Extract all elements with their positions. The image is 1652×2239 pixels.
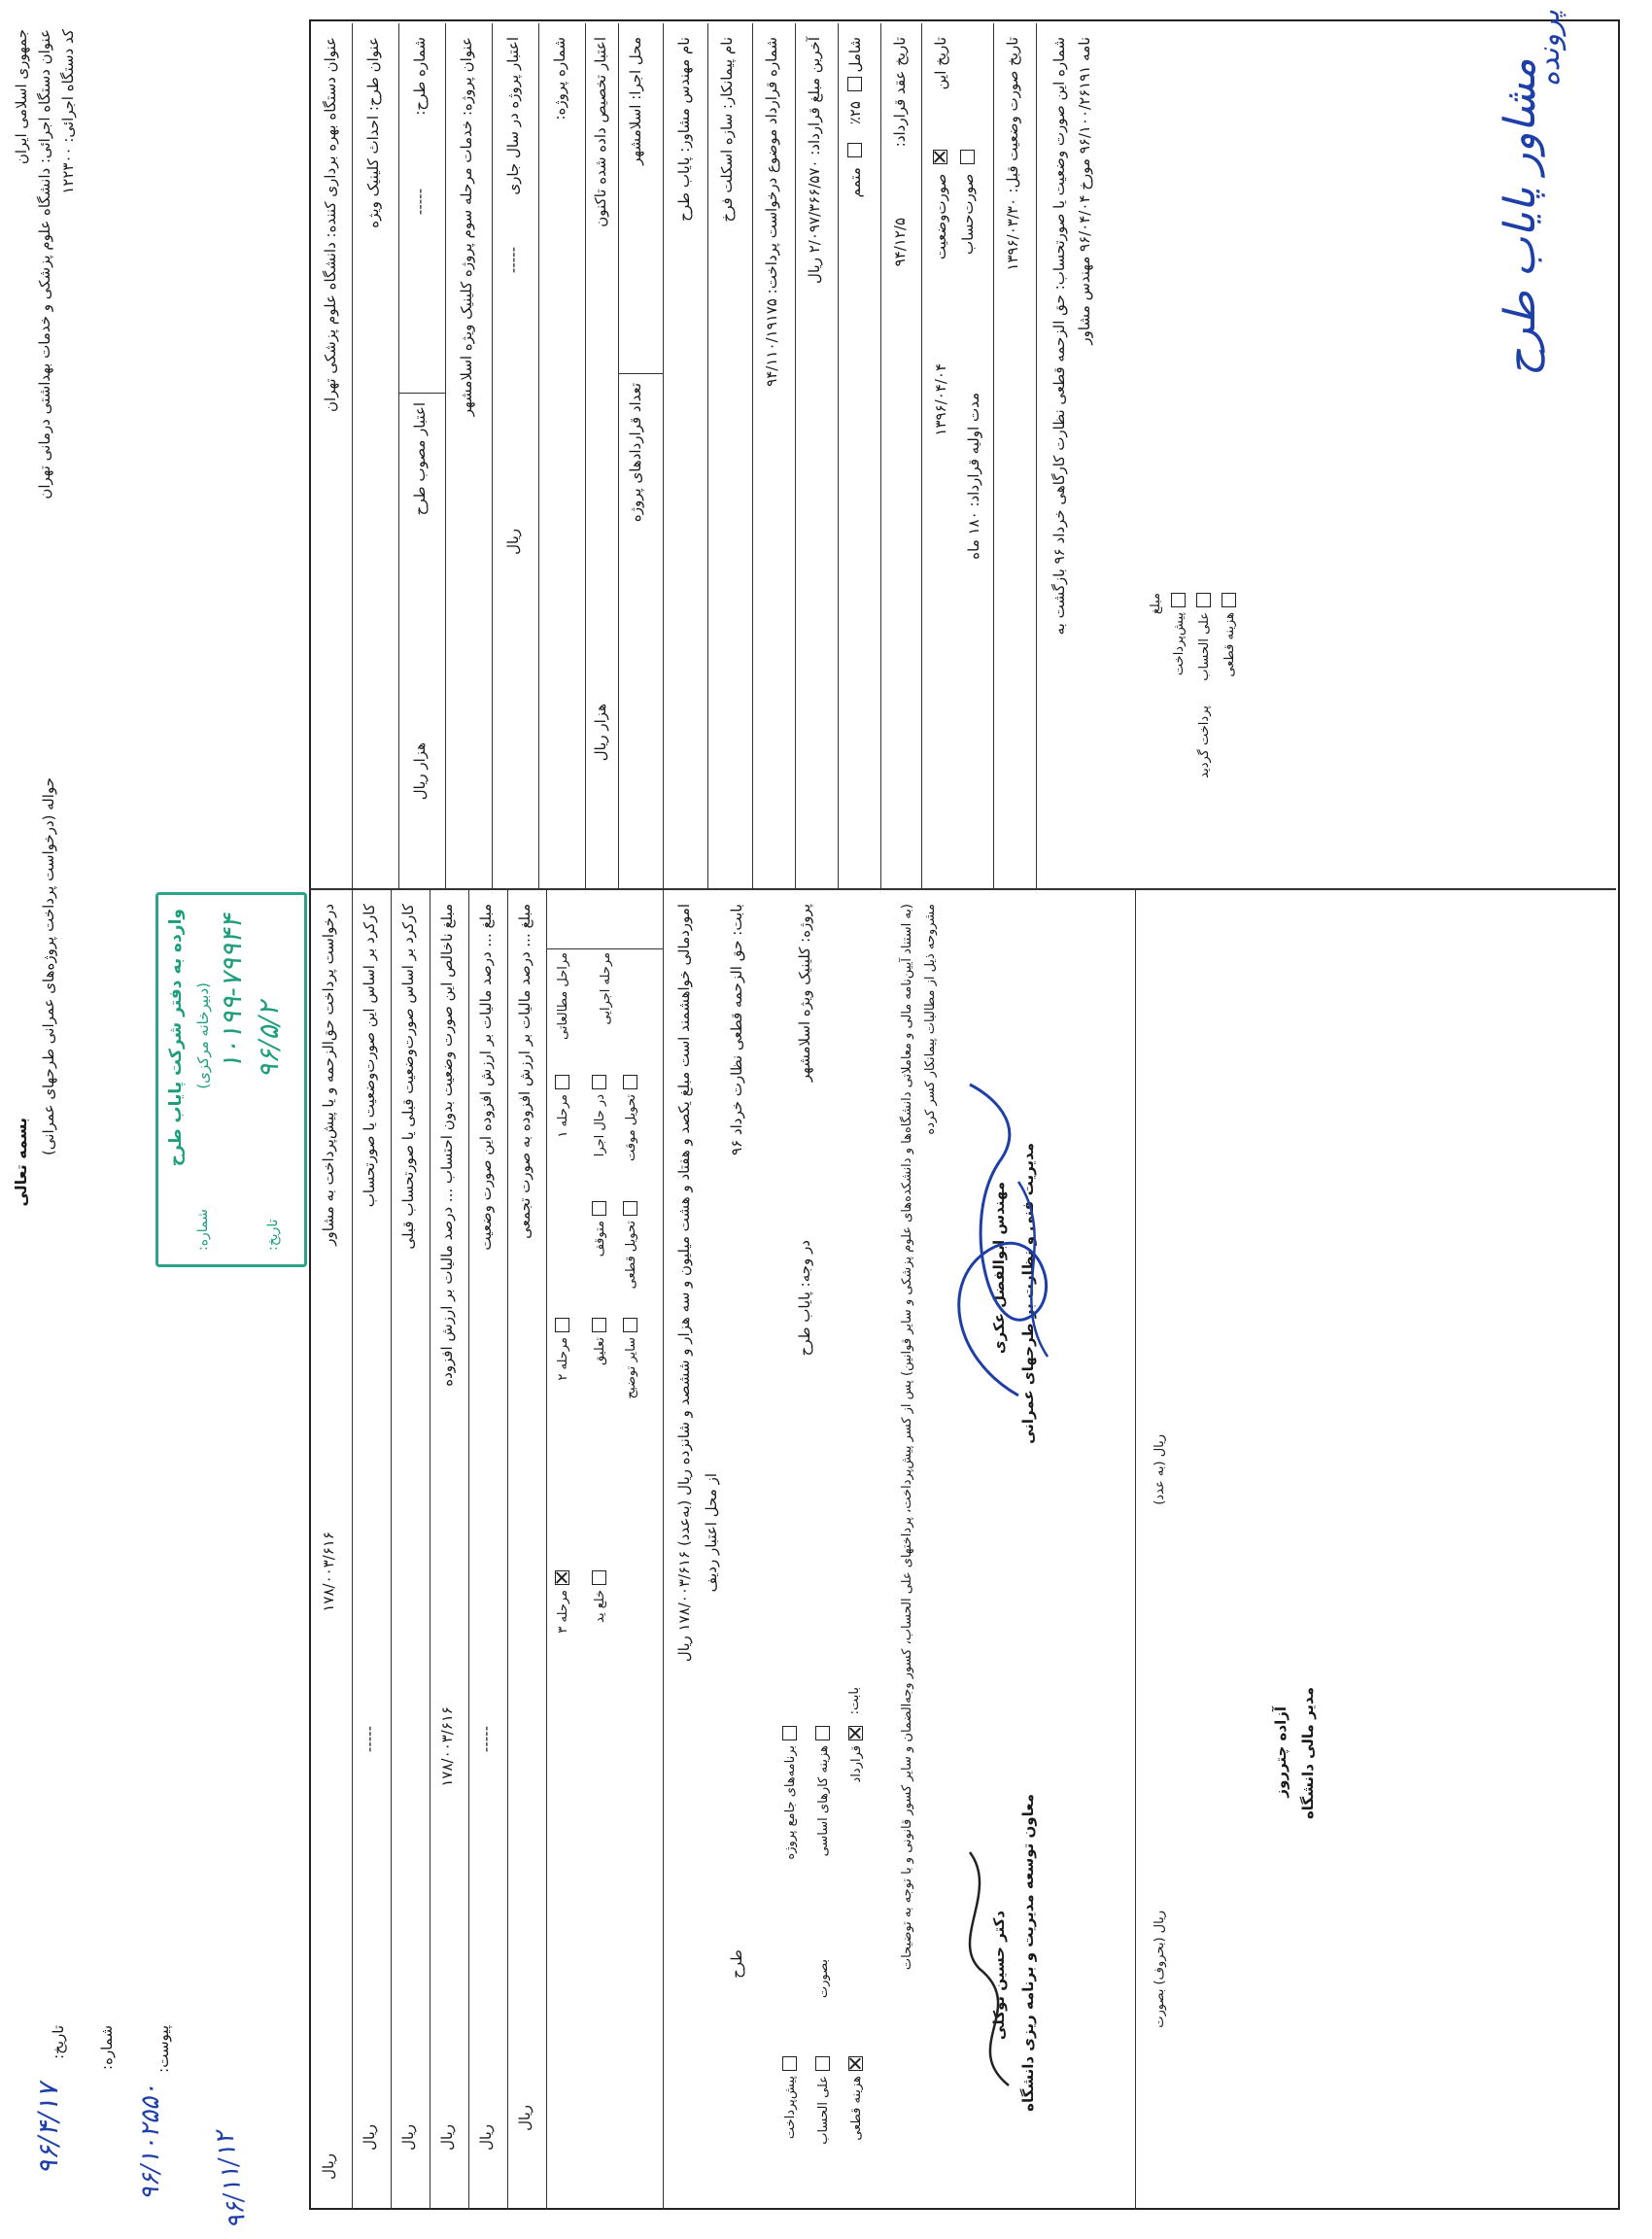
header-meta	[32, 2025, 214, 2220]
rp-includes: شامل	[846, 37, 864, 73]
lp-final-delivery: تحویل قطعی	[624, 1221, 638, 1290]
attachment-label: پیوست:	[155, 2025, 172, 2073]
rp-note-line2: نامه ۹۶/۱۰۰/۲۶۱۹۱ مورخ ۹۶/۰۴/۰۴ مهندس مشاور	[1076, 37, 1093, 345]
header-subtitle: حواله (درخواست پرداخت پروژه‌های عمرانی طرحهای عمرانی)	[40, 777, 57, 1156]
checkbox-final-cost[interactable]	[848, 2056, 863, 2071]
lp-rial-2: ریال	[361, 2124, 378, 2151]
deputy-signature	[931, 1843, 1048, 2095]
lp-manager-title: مدیریت فنی و نظارت بر طرحهای عمرانی	[1019, 1143, 1037, 1444]
header-device-code: کد دستگاه اجرائی: ۱۲۲۳۰۰	[59, 29, 77, 194]
checkbox-bp-on-account[interactable]	[1196, 593, 1211, 607]
stamp-date-value: ۹۶/۵/۲	[253, 1002, 285, 1080]
lp-phase-label: مراحل مطالعاتی	[556, 952, 570, 1040]
payment-box	[1147, 579, 1341, 890]
bp-amount: مبلغ	[1149, 593, 1163, 615]
lp-for-item-2: هزینه کارهای اساسی	[816, 1745, 831, 1857]
checkbox-in-progress[interactable]	[592, 1075, 606, 1089]
checkbox-terminated[interactable]	[592, 1570, 606, 1585]
checkbox-bp-final[interactable]	[1222, 593, 1236, 607]
checkbox-comprehensive[interactable]	[782, 1726, 797, 1740]
rp-project-title: عنوان پروژه: خدمات مرحله سوم پروژه کلینیک ویژه اسلامشهر	[458, 37, 475, 417]
rp-account-label: صورت‌حساب	[959, 173, 977, 255]
stamp-number-label: شماره:	[195, 1209, 211, 1251]
lp-work-by-statement: کارکرد بر اساس این صورت‌وضعیت یا صورتحساب	[361, 904, 378, 1208]
lp-rial-6: ریال	[516, 2105, 533, 2131]
rp-contracts-count: تعداد قراردادهای پروژه	[627, 383, 644, 523]
rp-sign-date-value: ۹۴/۱۲/۵	[891, 218, 909, 267]
lp-deputy-name: دکتر حسین توکلی	[990, 1911, 1008, 2041]
margin-handwriting-word: پرونده	[1532, 10, 1566, 87]
stamp-date-label: تاریخ:	[265, 1219, 281, 1251]
bp-item-2: علی الحساب	[1197, 612, 1212, 681]
rp-date-this: تاریخ این	[932, 37, 949, 90]
checkbox-final-delivery[interactable]	[623, 1201, 637, 1216]
lp-amount-words-label: ریال (به عدد)	[1153, 1434, 1167, 1505]
lp-dashes-1: -----	[361, 1726, 378, 1753]
checkbox-25pct[interactable]	[847, 77, 862, 91]
lp-deputy-title: معاون توسعه مدیریت و برنامه ریزی دانشگاه	[1019, 1794, 1037, 2112]
number-label: شماره:	[98, 2025, 116, 2070]
lp-phase3: مرحله ۳	[556, 1590, 570, 1634]
lp-as-item-2: علی الحساب	[816, 2076, 831, 2145]
rp-statement-date: ۱۳۹۶/۰۴/۰۴	[932, 363, 949, 436]
rp-plan-number-label: شماره طرح:	[411, 37, 429, 116]
handwritten-date: ۹۶/۱۱/۱۲	[210, 2129, 253, 2231]
bp-item-3: هزینه قطعی	[1222, 612, 1237, 677]
rp-rial: ریال	[504, 529, 522, 555]
lp-work-by-prev: کارکرد بر اساس صورت‌وضعیت قبلی یا صورتحساب قبلی	[399, 904, 417, 1250]
lp-to-label: در وجه: پایاب طرح	[796, 1240, 813, 1357]
rp-project-credit-value: -----	[504, 247, 522, 274]
lp-credit-row: از محل اعتبار ردیف	[703, 1473, 720, 1593]
checkbox-supplement[interactable]	[847, 143, 862, 157]
rp-location: محل اجرا: اسلامشهر	[627, 37, 644, 165]
stamp-line1: وارده به دفتر شرکت پایاب طرح	[166, 909, 186, 1167]
rp-consultant: نام مهندس مشاور: پایاب طرح	[675, 37, 693, 222]
right-panel	[309, 23, 1616, 890]
checkbox-temp-delivery[interactable]	[623, 1075, 637, 1089]
checkbox-phase1[interactable]	[555, 1075, 569, 1089]
lp-suspended: تعلیق	[593, 1337, 607, 1365]
rp-thousand-rial2: هزار ریال	[592, 704, 609, 762]
lp-form-label: بصورت	[816, 1959, 831, 1999]
rp-top-org: عنوان دستگاه بهره برداری کننده: دانشگاه علوم پزشکی تهران	[322, 37, 339, 412]
lp-rial-3: ریال	[399, 2124, 417, 2151]
rp-initial-duration: مدت اولیه قرارداد: ۱۸۰ ماه	[965, 393, 982, 560]
lp-dashes-2: -----	[477, 1726, 495, 1753]
bp-item-1: پیش‌پرداخت	[1172, 612, 1187, 676]
checkbox-bp-prepay[interactable]	[1171, 593, 1186, 607]
number-value: ۹۶/۱۰۲۵۵۰	[136, 2084, 165, 2201]
header-bismillah: بسمه تعالی	[12, 1118, 30, 1207]
rp-submit-date-label: تاریخ صورت وضعیت قبل:	[1004, 37, 1021, 193]
lp-for-item-1: قرارداد	[849, 1745, 864, 1783]
date-value: ۹۶/۴/۱۷	[32, 2084, 64, 2176]
lp-amount-letters: ریال (بحروف) بصورت	[1153, 1911, 1167, 2028]
lp-legal-note: (به استناد آیین‌نامه مالی و معاملاتی دانشگاه‌ها و دانشکده‌های علوم پزشکی و سایر قوانین) پس از کسر پیش‌پرداخت، پرداختهای علی الحساب، کسور وجه‌الضمان و سایر کسور قانونی و با توجه به توضیحات	[900, 904, 914, 1971]
lp-rial-1: ریال	[320, 2153, 337, 2180]
left-panel	[309, 890, 1616, 2210]
lp-temp-delivery: تحویل موقت	[624, 1094, 638, 1161]
lp-vat-total: مبلغ ... درصد مالیات بر ارزش افزوده به صورت تجمعی	[516, 904, 533, 1239]
checkbox-phase3[interactable]	[555, 1570, 569, 1585]
checkbox-on-account[interactable]	[815, 2056, 830, 2071]
checkbox-stopped[interactable]	[592, 1201, 606, 1216]
rp-plan-number-value: -----	[411, 189, 429, 216]
rp-final-amount: آخرین مبلغ قرارداد: ۲/۰۹۷/۳۶۶/۵۷۰ ریال	[806, 37, 823, 284]
checkbox-statement[interactable]	[933, 150, 947, 164]
lp-legal-note2: مشروحه ذیل از مطالبات پیمانکار کسر کرده	[923, 904, 938, 1135]
lp-exec-label: مرحله اجرایی	[599, 952, 613, 1025]
rp-contractor: نام پیمانکار: سازه اسکلت فرخ	[718, 37, 736, 223]
rp-allocated-credit: اعتبار تخصیص داده شده تاکنون	[592, 37, 609, 227]
lp-plan-word: طرح	[728, 1949, 745, 1979]
lp-finance-title: مدیر مالی دانشگاه	[1299, 1687, 1317, 1820]
rp-thousand-rial: هزار ریال	[411, 742, 429, 801]
lp-net-amount: مبلغ ناخالص این صورت وضعیت بدون احتساب ... درصد مالیات بر ارزش افزوده	[438, 904, 456, 1387]
manager-signature	[931, 1065, 1086, 1415]
lp-phase2: مرحله ۲	[556, 1337, 570, 1381]
rp-account-row	[958, 150, 978, 255]
header-device-line: عنوان دستگاه اجرائی: دانشگاه علوم پزشکی و خدمات بهداشتی درمانی تهران	[36, 29, 53, 499]
margin-handwriting: مشاور پایاب طرح	[1496, 58, 1545, 377]
lp-in-progress: در حال اجرا	[593, 1094, 607, 1157]
rp-contract-number: شماره قرارداد موضوع درخواست پرداخت: ۹۴/۱۱۰/۱۹۱۷۵	[763, 37, 780, 387]
rp-includes-row	[845, 37, 865, 197]
rp-approved-credit: اعتبار مصوب طرح	[411, 402, 429, 516]
date-label: تاریخ:	[50, 2025, 67, 2059]
checkbox-phase2[interactable]	[555, 1318, 569, 1332]
checkbox-other[interactable]	[623, 1318, 637, 1332]
lp-finance-name: آزاده چترروز	[1272, 1706, 1290, 1798]
lp-request-line: درخواست پرداخت حق‌الزحمه و یا پیش‌پرداخت به مشاور	[320, 904, 337, 1246]
lp-stopped: متوقف	[593, 1221, 607, 1257]
stamp-line2: (دبیرخانه مرکزی)	[194, 982, 212, 1089]
rp-pct25: ۲۵٪	[846, 101, 864, 125]
checkbox-contract[interactable]	[848, 1726, 863, 1740]
lp-rial-4: ریال	[438, 2124, 456, 2151]
header-country: جمهوری اسلامی ایران	[13, 29, 30, 165]
lp-project-label: پروژه: کلینیک ویژه اسلامشهر	[796, 904, 813, 1083]
received-stamp	[155, 892, 307, 1267]
rp-statement-row	[931, 150, 950, 259]
rp-project-number: شماره پروژه:	[551, 37, 568, 121]
lp-phase1: مرحله ۱	[556, 1094, 570, 1138]
checkbox-prepay[interactable]	[782, 2056, 797, 2071]
lp-net-amount-value: ۱۷۸/۰۰۳/۶۱۶	[438, 1706, 456, 1787]
lp-manager-name: مهندس ابوالفضل عکری	[990, 1182, 1008, 1355]
bp-paid-by: پرداخت گردید	[1197, 706, 1212, 778]
lp-other: سایر توضیح	[624, 1337, 638, 1399]
lp-as-label: بابت:	[847, 1687, 862, 1715]
rp-submit-date-value: ۱۳۹۶/۰۳/۳۰	[1004, 198, 1021, 271]
checkbox-suspended[interactable]	[592, 1318, 606, 1332]
lp-rial-5: ریال	[477, 2124, 495, 2151]
rp-sign-date: تاریخ عقد قرارداد:	[891, 37, 909, 148]
stamp-number-value: ۱۰۱۹۹-۷۹۹۴۴	[216, 914, 248, 1070]
lp-terminated: خلع ید	[593, 1590, 607, 1623]
rp-note-line1: شماره این صورت وضعیت یا صورتحساب: حق الزحمه قطعی نظارت کارگاهی خرداد ۹۶ بازگشت به	[1050, 37, 1068, 636]
lp-for-item-3: برنامه‌های جامع پروژه	[783, 1745, 798, 1860]
rp-project-credit: اعتبار پروژه در سال جاری	[504, 37, 522, 195]
rp-plan-title: عنوان طرح: احداث کلینیک ویژه	[364, 37, 382, 228]
checkbox-account[interactable]	[960, 150, 975, 164]
rp-statement-label: صورت‌وضعیت	[932, 173, 949, 260]
lp-for-label: بابت: حق الزحمه قطعی نظارت خرداد ۹۶	[728, 904, 745, 1155]
lp-as-item-3: هزینه قطعی	[849, 2076, 864, 2141]
lp-please-pay: اموردمالی خواهشمند است مبلغ یکصد و هفتاد و هشت میلیون و سه هزار و ششصد و شانزده ریال (به‌عدد) ۱۷۸/۰۰۳/۶۱۶ ریال	[675, 904, 693, 1663]
lp-as-item-1: پیش‌پرداخت	[783, 2076, 798, 2140]
checkbox-basic-works[interactable]	[815, 1726, 830, 1740]
lp-request-amount: ۱۷۸/۰۰۳/۶۱۶	[320, 1532, 337, 1612]
rp-supplement: متمم	[846, 167, 864, 198]
lp-vat-line: مبلغ ... درصد مالیات بر ارزش افزوده این صورت وضعیت	[477, 904, 495, 1251]
